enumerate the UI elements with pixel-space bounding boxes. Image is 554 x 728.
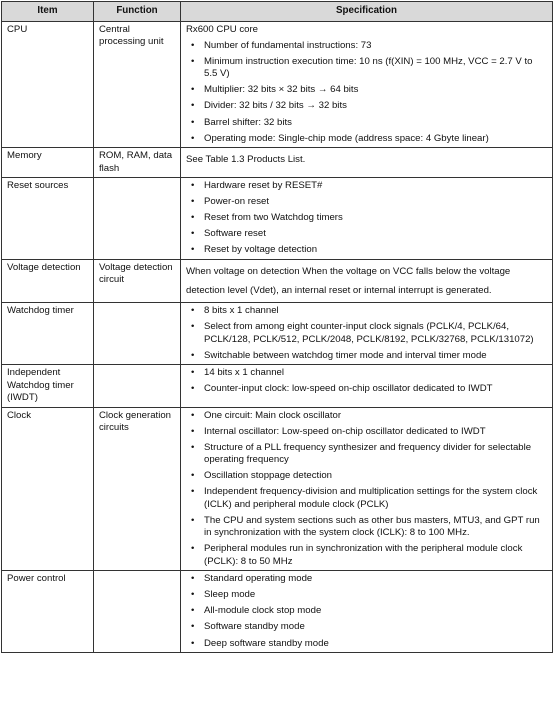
list-item: • Barrel shifter: 32 bits	[186, 117, 547, 129]
table-row	[2, 303, 553, 365]
table-header-row	[2, 2, 553, 22]
table-row	[2, 21, 553, 147]
cell-specification	[181, 407, 553, 571]
list-item: • Internal oscillator: Low-speed on-chip oscillator dedicated to IWDT	[186, 426, 547, 438]
list-item: • Software standby mode	[186, 621, 547, 633]
header-item: Item	[2, 2, 94, 22]
header-specification: Specification	[181, 2, 553, 22]
cell-function: Clock generation circuits	[94, 407, 181, 571]
list-item: • The CPU and system sections such as other bus masters, MTU3, and GPT run in synchronization with the system clock (ICLK): 8 to 100 MHz.	[186, 515, 547, 540]
spec-bullet-list	[186, 367, 547, 396]
spec-bullet-list	[186, 40, 547, 145]
list-item: • Switchable between watchdog timer mode and interval timer mode	[186, 350, 547, 362]
cell-function	[94, 365, 181, 407]
table-row	[2, 365, 553, 407]
cell-item: CPU	[2, 21, 94, 147]
cell-item: Watchdog timer	[2, 303, 94, 365]
cell-item: Clock	[2, 407, 94, 571]
list-item: • Select from among eight counter-input clock signals (PCLK/4, PCLK/64, PCLK/128, PCLK/512, PCLK/2048, PCLK/8192, PCLK/32768, PCLK/131072)	[186, 321, 547, 346]
list-item: • Standard operating mode	[186, 573, 547, 585]
cell-function: Voltage detection circuit	[94, 259, 181, 302]
list-item: • Oscillation stoppage detection	[186, 470, 547, 482]
list-item: • Multiplier: 32 bits × 32 bits → 64 bits	[186, 84, 547, 96]
cell-specification	[181, 21, 553, 147]
spec-text: When voltage on detection When the voltage on VCC falls below the voltage detection level (Vdet), an internal reset or internal interrupt is generated.	[186, 265, 511, 296]
cell-function	[94, 177, 181, 259]
table-row	[2, 177, 553, 259]
list-item: • Counter-input clock: low-speed on-chip oscillator dedicated to IWDT	[186, 383, 547, 395]
list-item: • 14 bits x 1 channel	[186, 367, 547, 379]
list-item: • All-module clock stop mode	[186, 605, 547, 617]
list-item: • Hardware reset by RESET#	[186, 180, 547, 192]
cell-specification	[181, 177, 553, 259]
list-item: • Reset by voltage detection	[186, 244, 547, 256]
list-item: • Minimum instruction execution time: 10 ns (f(XIN) = 100 MHz, VCC = 2.7 V to 5.5 V)	[186, 56, 547, 81]
cell-specification	[181, 365, 553, 407]
cell-item: Power control	[2, 571, 94, 653]
cell-item: Reset sources	[2, 177, 94, 259]
cell-specification	[181, 571, 553, 653]
cell-function	[94, 303, 181, 365]
table-row	[2, 407, 553, 571]
list-item: • Divider: 32 bits / 32 bits → 32 bits	[186, 100, 547, 112]
header-function: Function	[94, 2, 181, 22]
spec-bullet-list	[186, 410, 547, 569]
list-item: • Reset from two Watchdog timers	[186, 212, 547, 224]
list-item: • 8 bits x 1 channel	[186, 305, 547, 317]
list-item: • Structure of a PLL frequency synthesizer and frequency divider for selectable operating frequency	[186, 442, 547, 467]
list-item: • Peripheral modules run in synchronization with the peripheral module clock (PCLK): 8 to 50 MHz	[186, 543, 547, 568]
list-item: • Independent frequency-division and multiplication settings for the system clock (ICLK) and peripheral module clock (PCLK)	[186, 486, 547, 511]
cell-function	[94, 571, 181, 653]
specification-table	[1, 1, 553, 653]
cell-specification	[181, 303, 553, 365]
list-item: • Software reset	[186, 228, 547, 240]
cell-specification	[181, 148, 553, 178]
spec-bullet-list	[186, 573, 547, 650]
table-row	[2, 259, 553, 302]
cell-item: Voltage detection	[2, 259, 94, 302]
cell-item: Memory	[2, 148, 94, 178]
list-item: • Deep software standby mode	[186, 638, 547, 650]
list-item: • Power-on reset	[186, 196, 547, 208]
list-item: • One circuit: Main clock oscillator	[186, 410, 547, 422]
cell-function: Central processing unit	[94, 21, 181, 147]
cell-function: ROM, RAM, data flash	[94, 148, 181, 178]
cell-specification	[181, 259, 553, 302]
table-row	[2, 148, 553, 178]
list-item: • Number of fundamental instructions: 73	[186, 40, 547, 52]
cell-item: Independent Watchdog timer (IWDT)	[2, 365, 94, 407]
spec-text: Rx600 CPU core	[186, 23, 258, 35]
spec-bullet-list	[186, 305, 547, 362]
list-item: • Operating mode: Single-chip mode (address space: 4 Gbyte linear)	[186, 133, 547, 145]
table-row	[2, 571, 553, 653]
spec-text: See Table 1.3 Products List.	[186, 154, 306, 166]
spec-bullet-list	[186, 180, 547, 257]
table-body	[2, 21, 553, 652]
list-item: • Sleep mode	[186, 589, 547, 601]
